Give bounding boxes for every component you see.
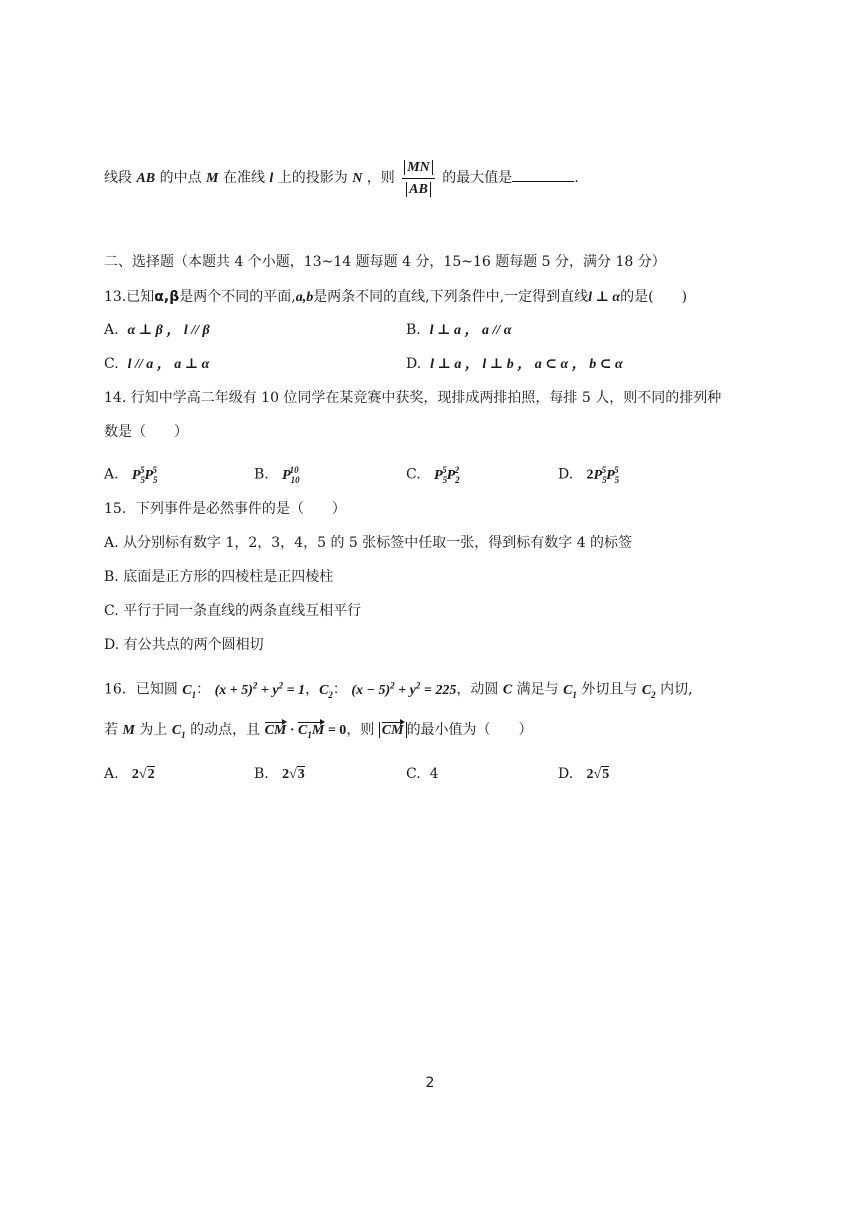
radicand: 5	[602, 767, 610, 782]
section-heading: 二、选择题（本题共 4 个小题，13~14 题每题 4 分，15~16 题每题 5 分，满分 18 分）	[104, 254, 666, 270]
math-alpha-beta: α,β	[154, 289, 180, 305]
perm-p22: $P_2^2$	[446, 465, 460, 485]
q14-option-d	[558, 460, 619, 489]
radicand: 3	[297, 767, 305, 782]
q12-tail-line	[104, 156, 579, 201]
q13-option-d	[406, 354, 623, 375]
q12-text: 线段	[104, 170, 137, 186]
math-c2: $C_2$	[641, 682, 656, 700]
q12-text: 的最大值是	[437, 170, 513, 186]
option-label: C.	[406, 466, 421, 483]
q16-text: ：	[196, 681, 211, 698]
q13-stem	[104, 287, 687, 308]
abs-vector-cm	[379, 722, 407, 738]
perm-p55: $P_5^5$	[606, 465, 620, 485]
equation-c1: $(x + 5)^2 + y^2 = 1$	[214, 680, 306, 698]
coefficient: 2	[586, 467, 594, 483]
math-c1: $C_1$	[563, 682, 577, 700]
q16-option-d	[558, 764, 609, 785]
q13-option-b	[406, 320, 512, 341]
radicand: 2	[147, 767, 155, 782]
sqrt-sign: √	[289, 767, 297, 782]
q16-option-b	[254, 764, 305, 785]
q15-option-d: D. 有公共点的两个圆相切	[104, 637, 264, 653]
option-label: A.	[104, 466, 119, 483]
q14-option-a	[104, 460, 157, 489]
fraction-mn-ab	[402, 158, 435, 199]
q16-option-c	[406, 764, 439, 784]
math-n: N	[352, 171, 363, 186]
q12-text: .	[574, 170, 579, 186]
vector-cm: CM	[382, 721, 404, 741]
option-label: B.	[406, 322, 421, 338]
q16-text: 若	[104, 722, 123, 738]
perm-p55: $P_5^5$	[131, 465, 145, 485]
perm-p55: $P_5^5$	[593, 465, 607, 485]
q15-option-b: B. 底面是正方形的四棱柱是正四棱柱	[104, 569, 334, 585]
equation-c2: $(x - 5)^2 + y^2 = 225$	[351, 680, 457, 698]
equals-zero: = 0	[324, 723, 347, 738]
q15-stem: 15．下列事件是必然事件的是（ ）	[104, 501, 346, 517]
fraction-numerator: MN	[404, 160, 433, 175]
q16-text: 的动点，且	[185, 722, 265, 738]
q16-text: ：	[332, 681, 347, 698]
perm-p55: $P_5^5$	[434, 465, 448, 485]
q15-option-c: C. 平行于同一条直线的两条直线互相平行	[104, 603, 362, 619]
math-l: l	[269, 171, 274, 186]
q16-text: ，动圆	[456, 681, 503, 698]
answer-blank	[512, 169, 574, 182]
q16-text: 外切且与	[576, 681, 642, 698]
q16-stem-line1	[104, 675, 693, 704]
vector-c1m: $C_1M$	[298, 721, 324, 745]
q12-text: 在准线	[218, 170, 270, 186]
option-label: D.	[406, 356, 422, 372]
q12-text: 的中点	[155, 170, 207, 186]
math-ab: AB	[136, 171, 156, 186]
math-c: C	[502, 682, 513, 698]
math-m: M	[122, 723, 135, 738]
page-number: 2	[425, 1075, 435, 1091]
math-l-perp-alpha: l ⊥ α	[588, 290, 621, 305]
q13-option-c	[104, 354, 209, 375]
perm-p1010: $P_{10}^{10}$	[282, 465, 300, 485]
sqrt-sign: √	[593, 767, 602, 782]
sqrt-sign: √	[138, 767, 147, 782]
math-c1: $C_1$	[182, 682, 197, 700]
option-label: C.	[406, 766, 421, 782]
vector-cm: CM	[265, 721, 287, 741]
fraction-denominator: AB	[406, 182, 431, 197]
q16-text: 为上	[134, 722, 172, 738]
coefficient: 2	[282, 767, 290, 782]
option-label: D.	[558, 766, 574, 782]
q16-text: 内切,	[655, 681, 693, 698]
q12-text: 上的投影为	[273, 170, 353, 186]
q13-option-a	[104, 320, 210, 341]
option-label: A.	[104, 322, 119, 338]
math-c1: $C_1$	[171, 723, 186, 740]
coefficient: 2	[586, 767, 594, 782]
q14-option-c	[406, 460, 459, 489]
q16-stem-line2	[104, 720, 533, 745]
math-c2: $C_2$	[319, 682, 333, 700]
option-label: A.	[104, 766, 119, 782]
q12-text: ，则	[362, 170, 400, 186]
q13-text: 是两条不同的直线,下列条件中,一定得到直线	[313, 289, 589, 305]
q16-text: ，则	[346, 722, 375, 738]
q14-stem-line1: 14. 行知中学高二年级有 10 位同学在某竞赛中获奖，现排成两排拍照，每排 5 人，则不同的排列种	[104, 390, 722, 406]
q14-stem-line2: 数是（ ）	[104, 424, 188, 440]
perm-p55: $P_5^5$	[144, 465, 158, 485]
q16-option-a	[104, 764, 155, 785]
q15-option-a: A. 从分别标有数字 1，2，3，4，5 的 5 张标签中任取一张，得到标有数字 4 的标签	[104, 535, 633, 551]
q16-text: 的最小值为（ ）	[406, 722, 533, 738]
option-text: l ⊥ a ， l ⊥ b ， a ⊂ α ， b ⊂ α	[430, 357, 623, 372]
dot-operator: ·	[286, 723, 299, 738]
q13-text: 的是( )	[620, 289, 688, 305]
option-label: D.	[558, 466, 574, 483]
option-text: 4	[429, 766, 439, 782]
q16-text: 满足与	[512, 681, 564, 698]
math-m: M	[206, 171, 219, 186]
q16-text: ，	[305, 681, 320, 698]
coefficient: 2	[131, 767, 139, 782]
q14-option-b	[254, 460, 299, 489]
option-label: C.	[104, 356, 119, 372]
option-text: l ⊥ a ， a // α	[429, 323, 512, 338]
q13-text: 是两个不同的平面,	[179, 289, 296, 305]
q16-text: 16．已知圆	[104, 681, 183, 698]
option-text: l // a ， a ⊥ α	[127, 357, 210, 372]
option-label: B.	[254, 466, 269, 483]
q13-text: 13.已知	[104, 289, 155, 305]
math-a-b: a,b	[295, 290, 314, 305]
option-label: B.	[254, 766, 269, 782]
option-text: α ⊥ β ， l // β	[127, 323, 210, 338]
